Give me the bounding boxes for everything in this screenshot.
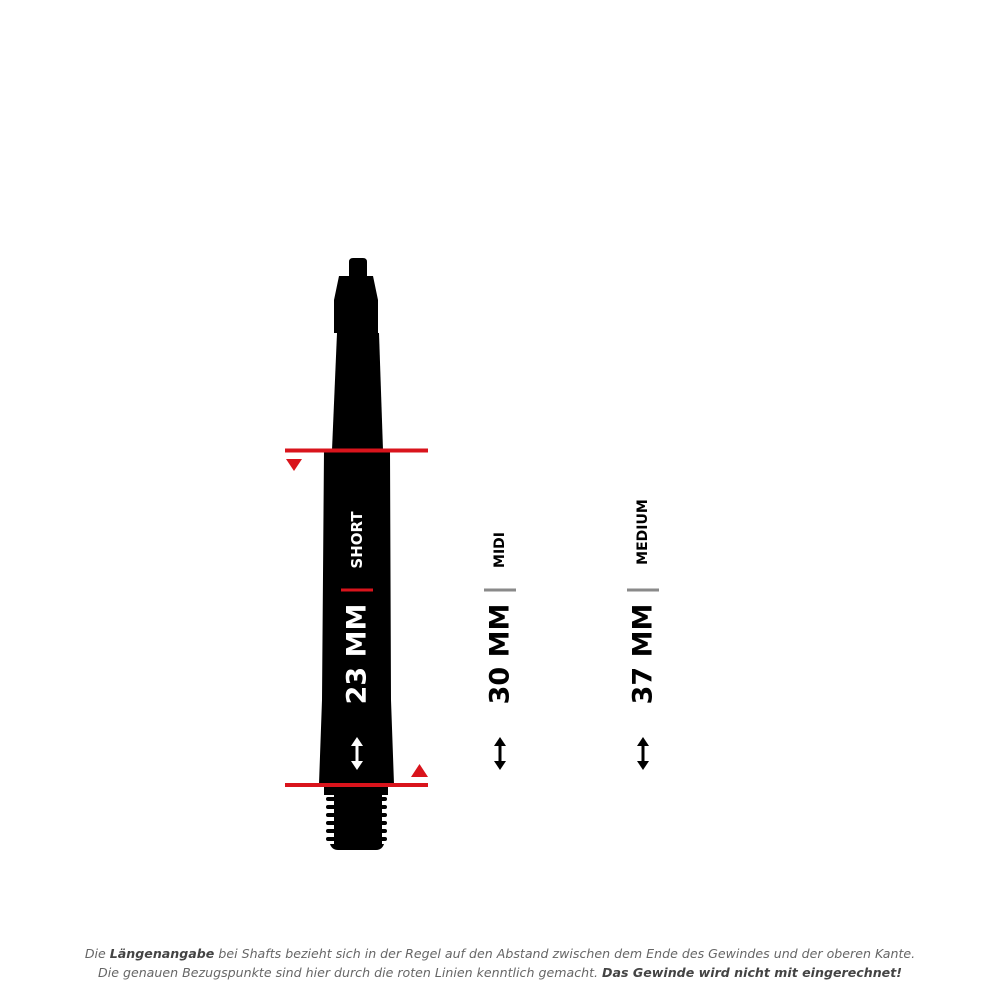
caption bbox=[0, 944, 1000, 982]
caption-text: bei Shafts bezieht sich in der Regel auf den Abstand zwischen dem Ende des Gewindes und der oberen Kante. bbox=[214, 946, 916, 961]
top-reference-line bbox=[285, 449, 428, 453]
medium-double-arrow-icon bbox=[637, 737, 649, 770]
shaft-tip bbox=[334, 258, 378, 333]
medium-length: 37 MM bbox=[627, 603, 659, 705]
short-divider bbox=[341, 589, 373, 592]
caption-line-2 bbox=[0, 963, 1000, 982]
caption-emphasis: Das Gewinde wird nicht mit eingerechnet! bbox=[602, 965, 902, 980]
midi-divider bbox=[484, 589, 516, 592]
caption-line-1 bbox=[0, 944, 1000, 963]
short-length: 23 MM bbox=[341, 603, 373, 705]
midi-length: 30 MM bbox=[484, 603, 516, 705]
midi-double-arrow-icon bbox=[494, 737, 506, 770]
shaft-upper bbox=[332, 333, 383, 450]
caption-text: Die bbox=[84, 946, 110, 961]
medium-divider bbox=[627, 589, 659, 592]
bottom-reference-line bbox=[285, 783, 428, 787]
shaft-thread bbox=[326, 795, 387, 850]
up-marker-icon bbox=[411, 764, 428, 777]
medium-label: MEDIUM bbox=[635, 499, 651, 565]
caption-text: Die genauen Bezugspunkte sind hier durch die roten Linien kenntlich gemacht. bbox=[98, 965, 603, 980]
midi-label: MIDI bbox=[492, 532, 508, 568]
caption-emphasis: Längenangabe bbox=[109, 946, 215, 961]
short-label: SHORT bbox=[348, 511, 366, 569]
down-marker-icon bbox=[286, 459, 302, 471]
